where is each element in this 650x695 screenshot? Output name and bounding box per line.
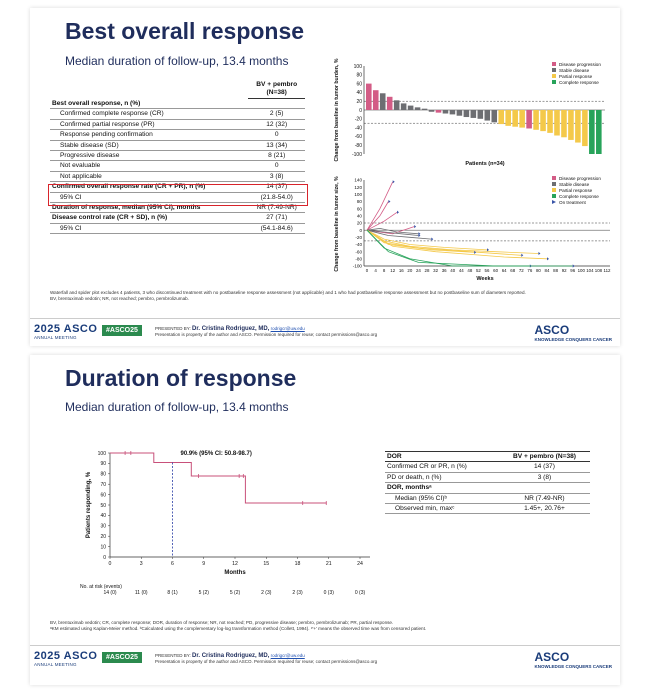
x-tick-label: 64 <box>501 268 507 273</box>
waterfall-bar <box>443 110 449 114</box>
y-tick-label: -100 <box>351 151 362 158</box>
row-label: 95% CI <box>50 192 248 202</box>
x-tick-label: 3 <box>139 561 143 567</box>
y-tick-label: -40 <box>354 125 362 132</box>
row-value: 14 (37) <box>248 182 305 192</box>
row-label: PD or death, n (%) <box>385 472 499 482</box>
x-tick-label: 96 <box>570 268 576 273</box>
y-tick-label: 100 <box>97 450 106 457</box>
slide-footer <box>30 645 620 672</box>
row-label: Confirmed overall response rate (CR + PR), n (%) <box>50 182 248 192</box>
waterfall-bar <box>561 110 567 137</box>
x-tick-label: 104 <box>586 268 594 273</box>
y-tick-label: 20 <box>356 99 362 105</box>
at-risk-value: 5 (2) <box>198 590 209 596</box>
x-tick-label: 48 <box>467 268 473 273</box>
legend-label: Complete response <box>559 193 599 199</box>
waterfall-bar <box>464 110 470 117</box>
x-tick-label: 108 <box>594 268 603 273</box>
x-tick-label: 20 <box>407 268 413 273</box>
x-tick-label: 88 <box>553 268 559 273</box>
y-tick-label: 60 <box>356 206 362 212</box>
y-tick-label: -80 <box>355 256 362 262</box>
y-tick-label: 0 <box>359 107 362 114</box>
x-tick-label: 100 <box>577 268 585 273</box>
on-treatment-marker <box>547 257 549 260</box>
row-value: 2 (5) <box>248 109 305 119</box>
y-tick-label: 60 <box>100 492 106 499</box>
y-tick-label: -100 <box>352 263 362 269</box>
legend-label: Stable disease <box>559 181 590 187</box>
waterfall-bar <box>505 110 511 126</box>
x-tick-label: 24 <box>415 268 421 273</box>
row-value: 3 (8) <box>499 472 590 482</box>
waterfall-bar <box>380 93 386 110</box>
at-risk-value: 11 (0) <box>134 590 148 596</box>
y-tick-label: -20 <box>354 116 362 123</box>
y-tick-label: 10 <box>100 544 106 551</box>
row-label: Best overall response, n (%) <box>50 99 248 109</box>
email-link[interactable]: rodrigcr@uw.edu <box>270 326 305 331</box>
waterfall-bar <box>554 110 560 136</box>
y-tick-label: 50 <box>100 502 106 509</box>
patient-trajectory <box>367 230 474 252</box>
legend-swatch <box>552 182 556 186</box>
legend-label: Disease progression <box>559 61 601 67</box>
table-row <box>50 151 305 161</box>
x-tick-label: 32 <box>433 268 439 273</box>
spider-plot <box>320 174 620 286</box>
table-row <box>385 472 590 482</box>
presenter-info: PRESENTED BY: Dr. Cristina Rodriguez, MD, rodrigcr@uw.edu Presentation is property of the author and ASCO. Permission required for reuse; contact permissions@asco.org <box>155 653 378 664</box>
legend-label: Partial response <box>559 187 593 193</box>
y-tick-label: 70 <box>100 482 106 488</box>
row-value: (54.1-84.6) <box>248 223 305 233</box>
legend-swatch <box>552 176 556 180</box>
kaplan-meier-plot <box>70 445 380 605</box>
email-link[interactable]: rodrigcr@uw.edu <box>270 653 305 658</box>
x-tick-label: 52 <box>475 268 481 273</box>
waterfall-bar <box>422 109 428 110</box>
table-row <box>50 161 305 171</box>
x-tick-label: 21 <box>325 561 332 567</box>
y-tick-label: 90 <box>100 461 106 468</box>
at-risk-value: 14 (0) <box>103 590 117 596</box>
highlight-box <box>48 184 308 206</box>
waterfall-bar <box>582 110 588 146</box>
waterfall-bar <box>512 110 518 127</box>
at-risk-value: 2 (3) <box>292 590 303 596</box>
dor-table <box>385 451 590 514</box>
waterfall-bar <box>401 103 407 110</box>
row-value: 0 <box>248 130 305 140</box>
waterfall-bar <box>429 110 435 112</box>
x-tick-label: 40 <box>450 268 456 273</box>
waterfall-bar <box>450 110 456 114</box>
table-row <box>385 493 590 503</box>
footnote: Waterfall and spider plot excludes 4 patients, 3 who discontinued treatment with no postbaseline response assessment (not applicable) and 1 who had postbaseline response assessment but no postbaseline sum of diameters reported. BV, brentuximab vedotin; NR, not reached; pembro, pembrolizumab. <box>50 290 526 301</box>
waterfall-bar <box>415 107 421 110</box>
at-risk-value: 5 (2) <box>229 590 241 596</box>
waterfall-bar <box>519 110 525 128</box>
asco-knowledge-logo: ASCO KNOWLEDGE CONQUERS CANCER <box>534 323 612 342</box>
y-tick-label: -60 <box>355 249 362 255</box>
row-label: Confirmed complete response (CR) <box>50 109 248 119</box>
waterfall-bar <box>547 110 553 133</box>
at-risk-value: 2 (3) <box>261 590 272 596</box>
row-label: 95% CI <box>50 223 248 233</box>
waterfall-bar <box>366 84 372 110</box>
asco-annual-meeting-logo: 2025 ASCO ANNUAL MEETING <box>34 323 98 340</box>
waterfall-bar <box>408 106 414 110</box>
waterfall-bar <box>596 110 602 154</box>
waterfall-bar <box>394 100 400 110</box>
row-value: 14 (37) <box>499 462 590 472</box>
y-tick-label: 80 <box>100 471 106 478</box>
patient-trajectory <box>367 202 388 231</box>
patient-trajectory <box>367 230 487 250</box>
hashtag-badge: #ASCO25 <box>102 652 142 663</box>
presenter-info: PRESENTED BY: Dr. Cristina Rodriguez, MD, rodrigcr@uw.edu Presentation is property of the author and ASCO. Permission required for reuse; contact permissions@asco.org <box>155 326 378 337</box>
km-annotation: 90.9% (95% CI: 50.8-98.7) <box>180 451 252 457</box>
waterfall-bar <box>471 110 477 118</box>
row-label: Duration of response, median (95% CI), months <box>50 203 248 213</box>
x-tick-label: 28 <box>424 268 430 273</box>
row-value: 3 (8) <box>248 171 305 181</box>
row-label: Observed min, maxᶜ <box>385 504 499 514</box>
patient-trajectory <box>367 212 397 230</box>
waterfall-plot <box>320 58 620 168</box>
y-tick-label: 60 <box>356 81 362 88</box>
column-header: BV + pembro (N=38) <box>248 80 305 99</box>
y-axis-label: Change from baseline in tumor burden, % <box>334 58 340 162</box>
waterfall-bar <box>373 90 379 110</box>
x-tick-label: 8 <box>382 268 386 273</box>
row-value: NR (7.49-NR) <box>248 203 305 213</box>
x-tick-label: 72 <box>518 268 524 273</box>
row-label: Median (95% CI)ᵇ <box>385 493 499 503</box>
y-axis-label: Patients responding, % <box>86 471 92 539</box>
at-risk-value: 0 (3) <box>323 590 334 596</box>
x-tick-label: 16 <box>398 268 404 273</box>
row-label: Confirmed partial response (PR) <box>50 119 248 129</box>
legend-label: On treatment <box>559 199 586 205</box>
waterfall-bar <box>485 110 491 121</box>
x-tick-label: 84 <box>544 268 550 273</box>
x-tick-label: 112 <box>603 268 611 273</box>
legend-swatch <box>552 194 556 198</box>
waterfall-bar <box>526 110 532 128</box>
table-row <box>50 223 305 233</box>
x-tick-label: 92 <box>561 268 567 273</box>
slide-subtitle: Median duration of follow-up, 13.4 months <box>65 54 289 68</box>
waterfall-bar <box>436 110 442 113</box>
table-row <box>385 483 590 493</box>
table-row <box>50 119 305 129</box>
y-tick-label: 80 <box>356 72 362 79</box>
legend-swatch <box>552 68 556 72</box>
y-tick-label: -80 <box>354 143 362 149</box>
waterfall-bar <box>491 110 497 122</box>
y-tick-label: -40 <box>355 242 362 248</box>
legend-label: Complete response <box>559 79 599 85</box>
hashtag-badge: #ASCO25 <box>102 325 142 336</box>
asco-knowledge-logo: ASCO KNOWLEDGE CONQUERS CANCER <box>534 650 612 669</box>
response-table <box>50 80 305 234</box>
at-risk-value: 0 (3) <box>354 590 366 596</box>
x-tick-label: 6 <box>171 561 174 567</box>
slide-title: Duration of response <box>65 365 297 391</box>
y-tick-label: 0 <box>359 227 362 233</box>
waterfall-bar <box>533 110 539 130</box>
on-treatment-marker <box>388 200 390 203</box>
row-value: NR (7.49-NR) <box>499 493 590 503</box>
on-treatment-marker <box>393 180 395 183</box>
asco-annual-meeting-logo: 2025 ASCO ANNUAL MEETING <box>34 650 98 667</box>
km-curve <box>110 453 327 503</box>
table-row <box>385 504 590 514</box>
row-label: Response pending confirmation <box>50 130 248 140</box>
y-tick-label: 30 <box>100 523 106 530</box>
row-label: Not applicable <box>50 171 248 181</box>
waterfall-bar <box>498 110 504 124</box>
table-row <box>50 109 305 119</box>
y-tick-label: 0 <box>103 554 106 561</box>
y-tick-label: 100 <box>354 191 362 197</box>
row-value <box>499 483 590 493</box>
x-tick-label: 36 <box>441 268 447 273</box>
on-treatment-marker <box>431 238 433 241</box>
x-tick-label: 24 <box>357 561 363 567</box>
x-tick-label: 12 <box>232 561 238 567</box>
table-row <box>50 140 305 150</box>
y-tick-label: 80 <box>356 199 362 205</box>
y-axis-label: Change from baseline in tumor size, % <box>334 176 340 272</box>
slide-duration-of-response <box>30 355 620 685</box>
row-label: DOR, monthsᵃ <box>385 483 499 493</box>
y-tick-label: 120 <box>354 184 362 190</box>
y-tick-label: 40 <box>356 213 362 219</box>
slide-title: Best overall response <box>65 18 305 44</box>
y-tick-label: 140 <box>354 177 362 183</box>
row-label: Not evaluable <box>50 161 248 171</box>
waterfall-bar <box>589 110 595 154</box>
y-tick-label: 100 <box>353 63 362 70</box>
table-header-row: DOR BV + pembro (N=38) <box>385 452 590 462</box>
table-row <box>50 213 305 223</box>
table-header-row <box>50 80 305 99</box>
on-treatment-marker <box>521 254 523 257</box>
x-tick-label: 44 <box>458 268 464 273</box>
waterfall-bar <box>457 110 463 116</box>
legend-swatch <box>552 80 556 84</box>
x-tick-label: 4 <box>374 268 377 273</box>
row-value: 0 <box>248 161 305 171</box>
table-row <box>385 462 590 472</box>
row-value: (21.8-54.0) <box>248 192 305 202</box>
row-value: 13 (34) <box>248 140 305 150</box>
y-tick-label: 40 <box>356 90 362 97</box>
y-tick-label: 40 <box>100 513 106 520</box>
x-tick-label: 60 <box>493 268 499 273</box>
row-label: Disease control rate (CR + SD), n (%) <box>50 213 248 223</box>
legend-swatch <box>552 188 556 192</box>
on-treatment-marker <box>397 211 399 214</box>
row-label: Confirmed CR or PR, n (%) <box>385 462 499 472</box>
at-risk-label: No. at risk (events) <box>80 584 122 590</box>
legend-label: Disease progression <box>559 175 601 181</box>
legend-label: Partial response <box>559 73 593 79</box>
x-tick-label: 80 <box>535 268 541 273</box>
table-row <box>50 130 305 140</box>
row-label: Progressive disease <box>50 151 248 161</box>
legend-swatch <box>552 200 556 204</box>
row-value: 27 (71) <box>248 213 305 223</box>
legend-swatch <box>552 74 556 78</box>
footnote: BV, brentuximab vedotin; CR, complete response; DOR, duration of response; NR, not reached; PD, progressive disease; pembro, pembrolizumab; PR, partial response. ᵃKM estimated using Kaplan-Meier method. ᵇCalculated using the complementary log-log transformation method (Collett, 1994). ᶜ'+' means the observed time was from censored patient. <box>50 620 427 631</box>
waterfall-bar <box>478 110 484 119</box>
x-tick-label: 18 <box>294 561 301 567</box>
x-axis-label: Patients (n=34) <box>465 161 505 167</box>
table-row <box>50 99 305 109</box>
row-value: 8 (21) <box>248 151 305 161</box>
row-label: Stable disease (SD) <box>50 140 248 150</box>
table-row <box>50 171 305 181</box>
legend-label: Stable disease <box>559 67 590 73</box>
x-tick-label: 15 <box>263 561 270 567</box>
slide-footer <box>30 318 620 345</box>
y-tick-label: 20 <box>100 534 106 540</box>
y-tick-label: -20 <box>355 234 362 240</box>
x-tick-label: 0 <box>365 268 369 273</box>
x-tick-label: 56 <box>484 268 490 273</box>
row-value <box>248 99 305 109</box>
slide-best-overall-response <box>30 8 620 346</box>
y-tick-label: 20 <box>356 220 362 226</box>
patient-trajectory <box>367 230 573 266</box>
legend-swatch <box>552 62 556 66</box>
slide-subtitle: Median duration of follow-up, 13.4 months <box>65 400 289 414</box>
x-tick-label: 0 <box>108 561 112 567</box>
row-value: 1.45+, 20.76+ <box>499 504 590 514</box>
x-tick-label: 12 <box>390 268 396 273</box>
waterfall-bar <box>387 97 393 110</box>
x-tick-label: 9 <box>202 561 206 567</box>
x-tick-label: 68 <box>510 268 516 273</box>
x-axis-label: Months <box>224 570 246 576</box>
waterfall-bar <box>568 110 574 140</box>
on-treatment-marker <box>538 252 540 255</box>
waterfall-bar <box>540 110 546 131</box>
on-treatment-marker <box>414 225 416 228</box>
y-tick-label: -60 <box>354 134 362 141</box>
x-axis-label: Weeks <box>476 276 494 282</box>
row-value: 12 (32) <box>248 119 305 129</box>
at-risk-value: 8 (1) <box>167 590 178 596</box>
x-tick-label: 76 <box>527 268 533 273</box>
waterfall-bar <box>575 110 581 143</box>
